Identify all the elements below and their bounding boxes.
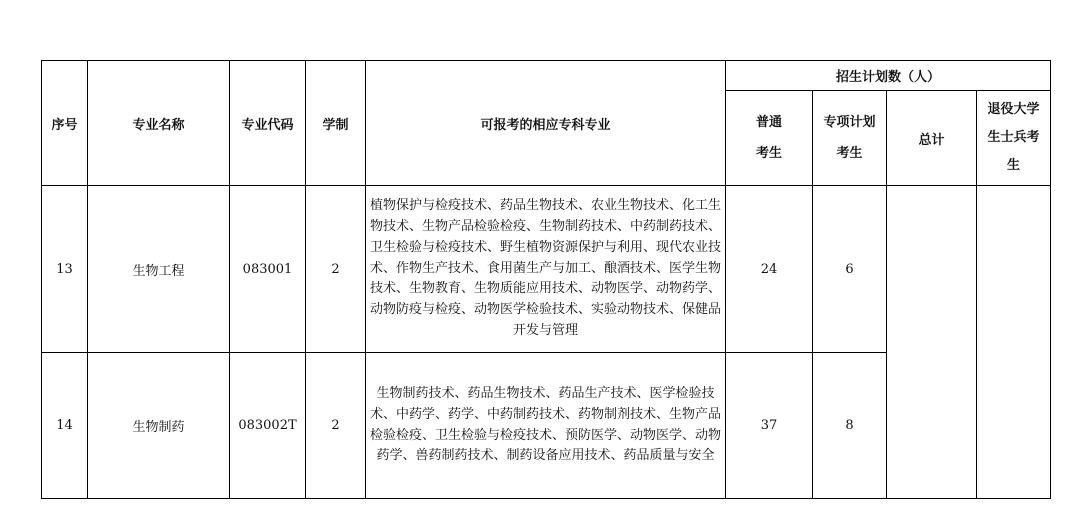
header-special [813, 91, 887, 186]
cell-major-name: 生物工程 [88, 186, 230, 353]
cell-veteran [977, 186, 1051, 499]
cell-duration: 2 [306, 353, 366, 499]
cell-regular: 24 [726, 186, 813, 353]
header-row-top [42, 61, 1051, 91]
cell-major-code: 083002T [230, 353, 306, 499]
header-special-line1: 专项计划 [823, 115, 876, 130]
cell-total [887, 186, 977, 499]
header-regular [726, 91, 813, 186]
header-veteran-line2: 生士兵考 [987, 130, 1040, 145]
header-total: 总计 [887, 91, 977, 186]
header-major-code: 专业代码 [230, 61, 306, 186]
cell-major-code: 083001 [230, 186, 306, 353]
header-related-majors: 可报考的相应专科专业 [366, 61, 726, 186]
header-regular-line1: 普通 [755, 115, 782, 130]
header-regular-line2: 考生 [755, 146, 782, 161]
header-veteran [977, 91, 1051, 186]
cell-related-majors: 生物制药技术、药品生物技术、药品生产技术、医学检验技术、中药学、药学、中药制药技术、药物制剂技术、生物产品检验检疫、卫生检验与检疫技术、预防医学、动物医学、动物药学、兽药制药技术、制药设备应用技术、药品质量与安全 [366, 353, 726, 499]
cell-seq: 13 [42, 186, 88, 353]
header-plan-group: 招生计划数（人） [726, 61, 1051, 91]
header-special-line2: 考生 [836, 146, 863, 161]
cell-special: 8 [813, 353, 887, 499]
enrollment-plan-table [41, 60, 1051, 499]
cell-regular: 37 [726, 353, 813, 499]
cell-seq: 14 [42, 353, 88, 499]
header-veteran-line1: 退役大学 [987, 102, 1040, 117]
cell-related-majors: 植物保护与检疫技术、药品生物技术、农业生物技术、化工生物技术、生物产品检验检疫、生物制药技术、中药制药技术、卫生检验与检疫技术、野生植物资源保护与利用、现代农业技术、作物生产技术、食用菌生产与加工、酿酒技术、医学生物技术、生物教育、生物质能应用技术、动物医学、动物药学、动物防疫与检疫、动物医学检验技术、实验动物技术、保健品开发与管理 [366, 186, 726, 353]
header-major-name: 专业名称 [88, 61, 230, 186]
cell-major-name: 生物制药 [88, 353, 230, 499]
header-duration: 学制 [306, 61, 366, 186]
header-veteran-line3: 生 [1007, 158, 1021, 173]
table-row [42, 186, 1051, 353]
header-seq: 序号 [42, 61, 88, 186]
cell-duration: 2 [306, 186, 366, 353]
cell-special: 6 [813, 186, 887, 353]
